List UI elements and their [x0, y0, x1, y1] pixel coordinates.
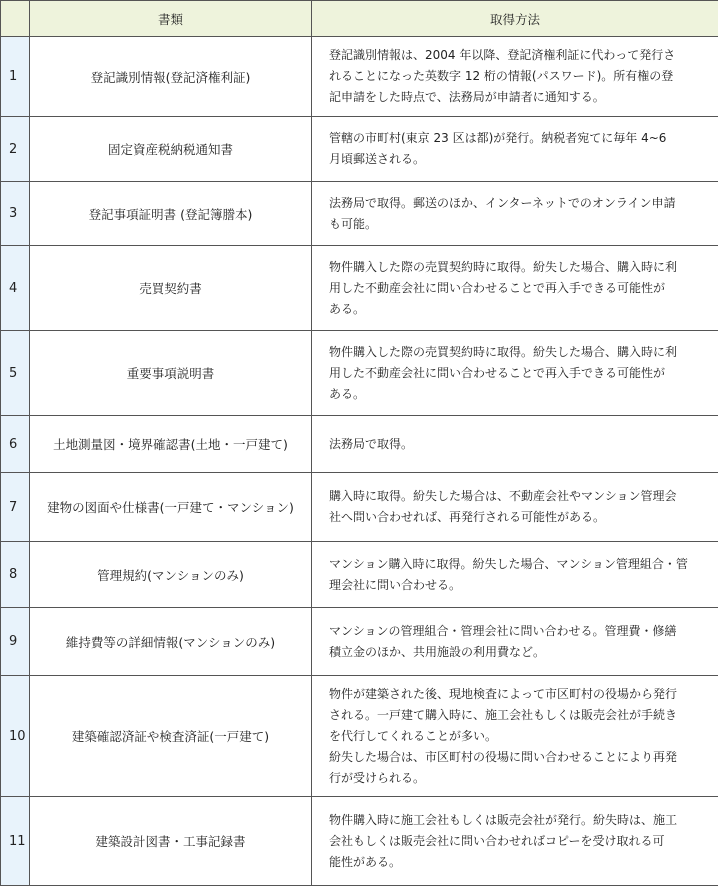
table-row	[1, 542, 718, 608]
header-method: 取得方法	[312, 1, 718, 37]
table-row	[1, 117, 718, 182]
row-number: 5	[1, 331, 30, 416]
document-name: 登記識別情報(登記済権利証)	[30, 37, 312, 117]
row-number: 1	[1, 37, 30, 117]
table-row	[1, 608, 718, 676]
document-name: 管理規約(マンションのみ)	[30, 542, 312, 608]
document-name: 土地測量図・境界確認書(土地・一戸建て)	[30, 416, 312, 473]
document-name: 建築確認済証や検査済証(一戸建て)	[30, 676, 312, 797]
acquisition-method: 購入時に取得。紛失した場合は、不動産会社やマンション管理会 社へ問い合わせれば、再発行される可能性がある。	[312, 473, 718, 542]
table-row	[1, 37, 718, 117]
document-name: 重要事項説明書	[30, 331, 312, 416]
acquisition-method: 物件購入した際の売買契約時に取得。紛失した場合、購入時に利 用した不動産会社に問い合わせることで再入手できる可能性が ある。	[312, 246, 718, 331]
document-name: 登記事項証明書 (登記簿謄本)	[30, 182, 312, 246]
row-number: 7	[1, 473, 30, 542]
table-row	[1, 797, 718, 886]
row-number: 4	[1, 246, 30, 331]
table-row	[1, 331, 718, 416]
table-row	[1, 182, 718, 246]
header-row	[1, 1, 718, 37]
row-number: 11	[1, 797, 30, 886]
acquisition-method: 物件購入時に施工会社もしくは販売会社が発行。紛失時は、施工 会社もしくは販売会社に問い合わせればコピーを受け取れる可 能性がある。	[312, 797, 718, 886]
acquisition-method: マンション購入時に取得。紛失した場合、マンション管理組合・管 理会社に問い合わせる。	[312, 542, 718, 608]
document-name: 建物の図面や仕様書(一戸建て・マンション)	[30, 473, 312, 542]
row-number: 10	[1, 676, 30, 797]
row-number: 8	[1, 542, 30, 608]
acquisition-method: 物件が建築された後、現地検査によって市区町村の役場から発行 される。一戸建て購入時に、施工会社もしくは販売会社が手続き を代行してくれることが多い。 紛失した場合は、市区町村の役場に問い合わせることにより再発 行が受けられる。	[312, 676, 718, 797]
row-number: 3	[1, 182, 30, 246]
table-row	[1, 416, 718, 473]
row-number: 6	[1, 416, 30, 473]
header-document: 書類	[30, 1, 312, 37]
acquisition-method: 物件購入した際の売買契約時に取得。紛失した場合、購入時に利 用した不動産会社に問い合わせることで再入手できる可能性が ある。	[312, 331, 718, 416]
row-number: 2	[1, 117, 30, 182]
header-number	[1, 1, 30, 37]
document-name: 建築設計図書・工事記録書	[30, 797, 312, 886]
acquisition-method: マンションの管理組合・管理会社に問い合わせる。管理費・修繕 積立金のほか、共用施設の利用費など。	[312, 608, 718, 676]
acquisition-method: 登記識別情報は、2004 年以降、登記済権利証に代わって発行さ れることになった英数字 12 桁の情報(パスワード)。所有権の登 記申請をした時点で、法務局が申請者に通知する。	[312, 37, 718, 117]
document-name: 売買契約書	[30, 246, 312, 331]
document-name: 維持費等の詳細情報(マンションのみ)	[30, 608, 312, 676]
acquisition-method: 法務局で取得。郵送のほか、インターネットでのオンライン申請 も可能。	[312, 182, 718, 246]
table-row	[1, 676, 718, 797]
acquisition-method: 管轄の市町村(東京 23 区は都)が発行。納税者宛てに毎年 4~6 月頃郵送される。	[312, 117, 718, 182]
document-name: 固定資産税納税通知書	[30, 117, 312, 182]
table-row	[1, 246, 718, 331]
row-number: 9	[1, 608, 30, 676]
table-row	[1, 473, 718, 542]
acquisition-method: 法務局で取得。	[312, 416, 718, 473]
